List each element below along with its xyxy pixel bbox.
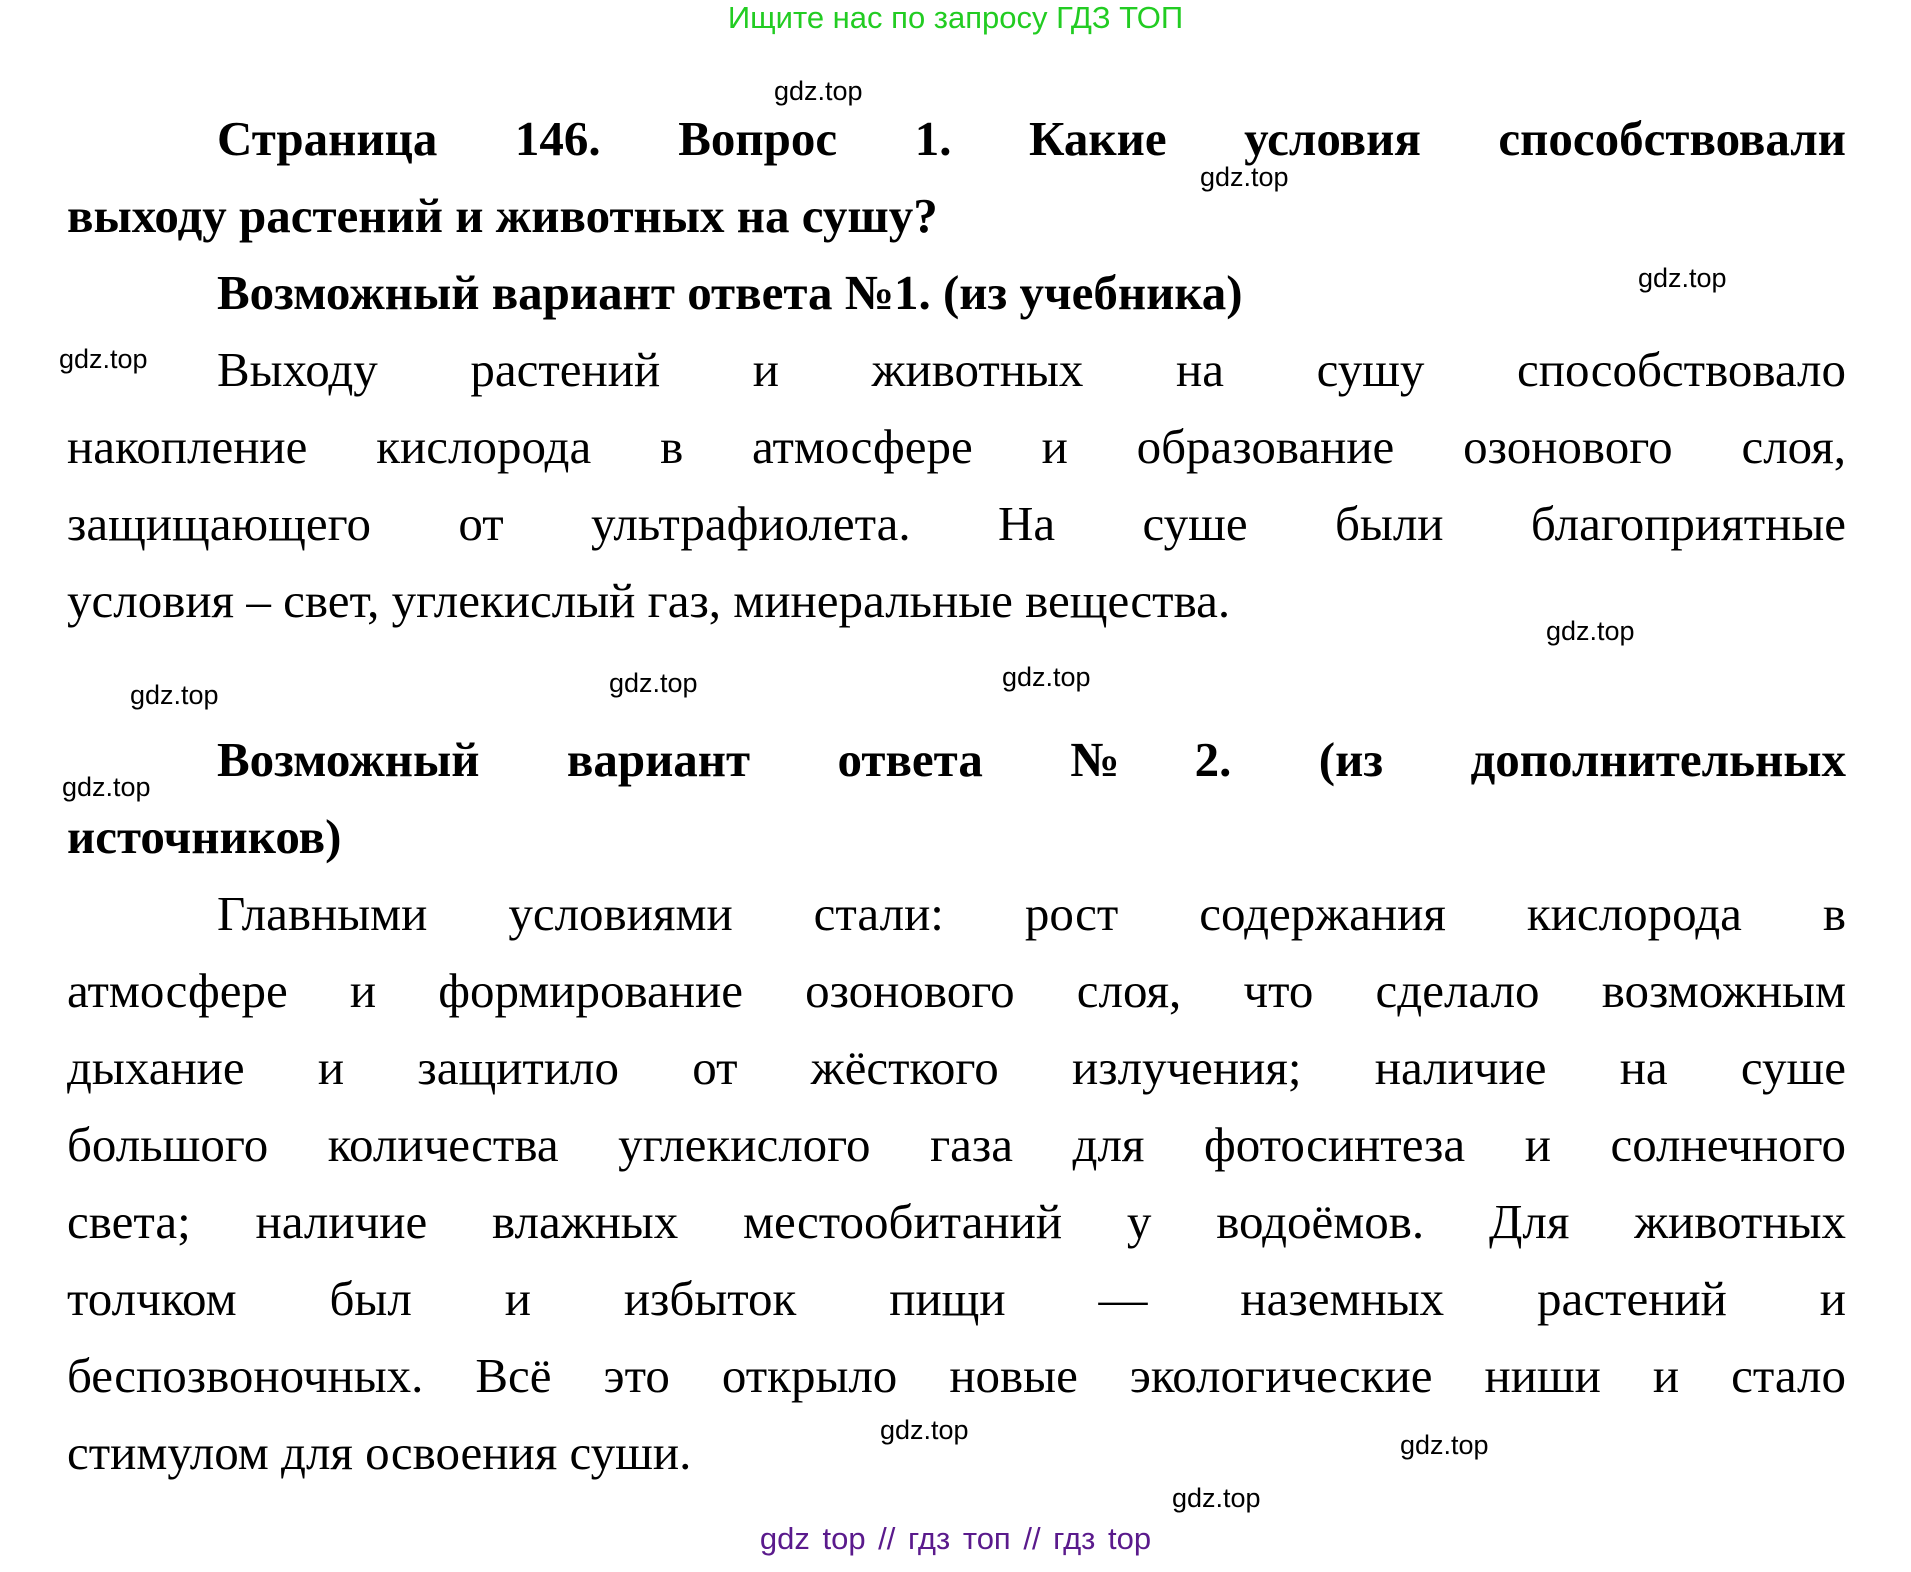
footer-banner: gdz top // гдз топ // гдз top bbox=[759, 1521, 1152, 1556]
watermark: gdz.top bbox=[59, 344, 148, 374]
section-gap bbox=[67, 639, 1846, 721]
search-hint-banner: Ищите нас по запросу ГДЗ ТОП bbox=[727, 0, 1184, 35]
watermark: gdz.top bbox=[1546, 616, 1635, 646]
watermark: gdz.top bbox=[1200, 162, 1289, 192]
watermark: gdz.top bbox=[880, 1415, 969, 1445]
answer1-line: защищающего от ультрафиолета. На суше были благоприятные bbox=[67, 496, 1846, 551]
answer2-line: атмосфере и формирование озонового слоя, что сделало возможным bbox=[67, 963, 1846, 1018]
answer2-line: толчком был и избыток пищи — наземных растений и bbox=[67, 1271, 1846, 1326]
answer2-heading-line-1: Возможный вариант ответа №2. (из дополнительных bbox=[217, 732, 1846, 787]
watermark: gdz.top bbox=[130, 680, 219, 710]
watermark: gdz.top bbox=[1400, 1430, 1489, 1460]
watermark: gdz.top bbox=[1172, 1483, 1261, 1513]
answer2-line: Главными условиями стали: рост содержания кислорода в bbox=[217, 886, 1846, 941]
answer1-line: накопление кислорода в атмосфере и образование озонового слоя, bbox=[67, 419, 1846, 474]
answer2-line: беспозвоночных. Всё это открыло новые экологические ниши и стало bbox=[67, 1348, 1846, 1403]
question-title-line-2: выходу растений и животных на сушу? bbox=[67, 188, 938, 243]
watermark: gdz.top bbox=[609, 668, 698, 698]
answer2-line: большого количества углекислого газа для фотосинтеза и солнечного bbox=[67, 1117, 1846, 1172]
answer1-line: Выходу растений и животных на сушу способствовало bbox=[217, 342, 1846, 397]
watermark: gdz.top bbox=[1002, 662, 1091, 692]
answer1-line: условия – свет, углекислый газ, минеральные вещества. bbox=[67, 573, 1231, 628]
document-content bbox=[67, 100, 1846, 1491]
watermark: gdz.top bbox=[774, 76, 863, 106]
answer1-heading: Возможный вариант ответа №1. (из учебника) bbox=[217, 265, 1243, 320]
answer2-line: дыхание и защитило от жёсткого излучения; наличие на суше bbox=[67, 1040, 1846, 1095]
watermark: gdz.top bbox=[1638, 263, 1727, 293]
answer2-line: света; наличие влажных местообитаний у водоёмов. Для животных bbox=[67, 1194, 1846, 1249]
answer2-heading-line-2: источников) bbox=[67, 809, 342, 864]
question-title-line-1: Страница 146. Вопрос 1. Какие условия способствовали bbox=[217, 111, 1846, 166]
watermark: gdz.top bbox=[62, 772, 151, 802]
answer2-line: стимулом для освоения суши. bbox=[67, 1425, 692, 1480]
